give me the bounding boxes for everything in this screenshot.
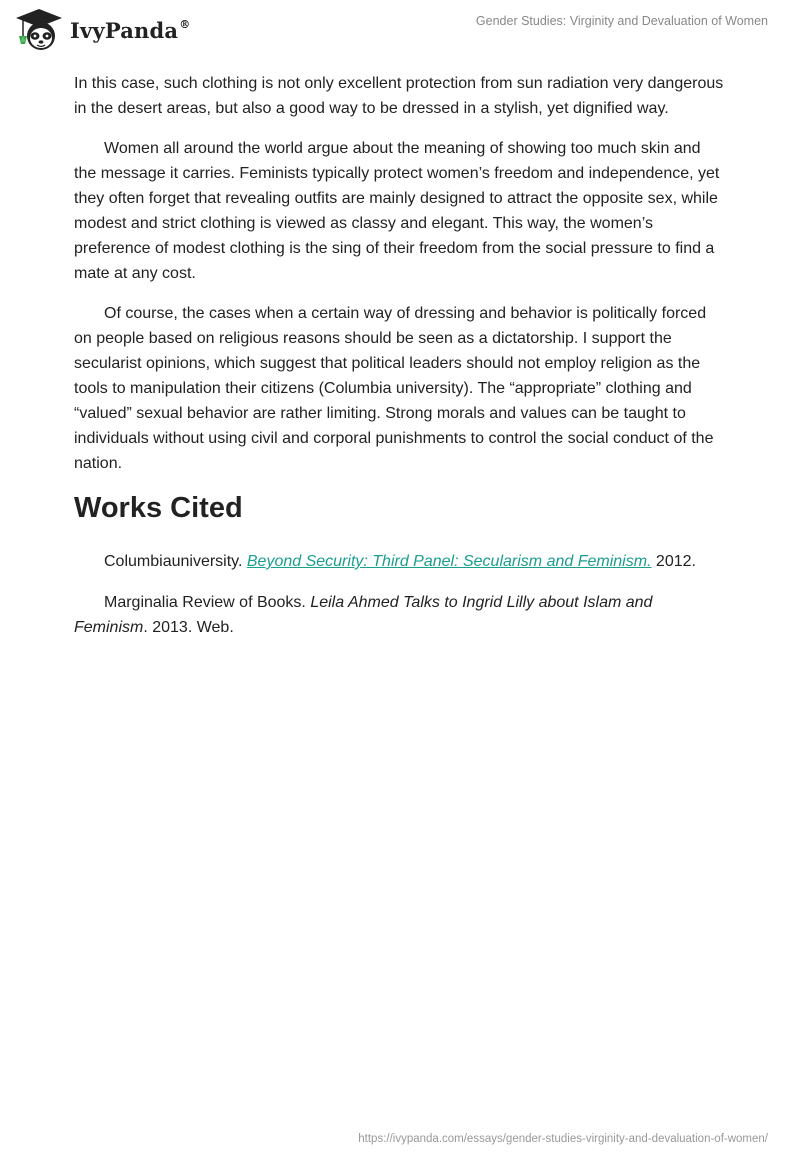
citation-1 — [74, 549, 726, 574]
citation-1-title-link[interactable]: Beyond Security: Third Panel: Secularism and Feminism. — [246, 553, 652, 570]
citation-2-rest: . 2013. Web. — [143, 619, 234, 636]
citation-1-author: Columbiauniversity. — [104, 553, 247, 570]
page-header — [0, 0, 800, 64]
panda-graduation-cap-icon — [14, 8, 64, 52]
paragraph-2: Women all around the world argue about the meaning of showing too much skin and the message it carries. Feminists typically protect women’s freedom and independence, yet they often forget that revealing outfits are mainly designed to attract the opposite sex, while modest and strict clothing is viewed as classy and elegant. This way, the women’s preference of modest clothing is the sing of their freedom from the social pressure to find a mate at any cost. — [74, 140, 720, 282]
essay-content — [74, 71, 726, 656]
paragraph-1: In this case, such clothing is not only excellent protection from sun radiation very dangerous in the desert areas, but also a good way to be dressed in a stylish, yet dignified way. — [74, 75, 724, 117]
citation-2-title: Leila Ahmed Talks to Ingrid Lilly about Islam and Feminism — [74, 594, 653, 636]
logo[interactable] — [14, 8, 190, 52]
brand-name: IvyPanda® — [70, 17, 191, 43]
citation-2 — [74, 590, 726, 640]
citation-2-author: Marginalia Review of Books. — [104, 594, 311, 611]
footer-url: https://ivypanda.com/essays/gender-studies-virginity-and-devaluation-of-women/ — [358, 1133, 768, 1145]
paragraph-3: Of course, the cases when a certain way of dressing and behavior is politically forced on people based on religious reasons should be seen as a dictatorship. I support the secularist opinions, which suggest that political leaders should not employ religion as the tools to manipulation their citizens (Columbia university). The “appropriate” clothing and “valued” sexual behavior are rather limiting. Strong morals and values can be taught to individuals without using civil and corporal punishments to control the social conduct of the nation. — [74, 305, 714, 472]
document-title: Gender Studies: Virginity and Devaluation of Women — [475, 14, 768, 28]
works-cited-heading: Works Cited — [74, 492, 243, 524]
citation-1-rest: 2012. — [651, 553, 696, 570]
